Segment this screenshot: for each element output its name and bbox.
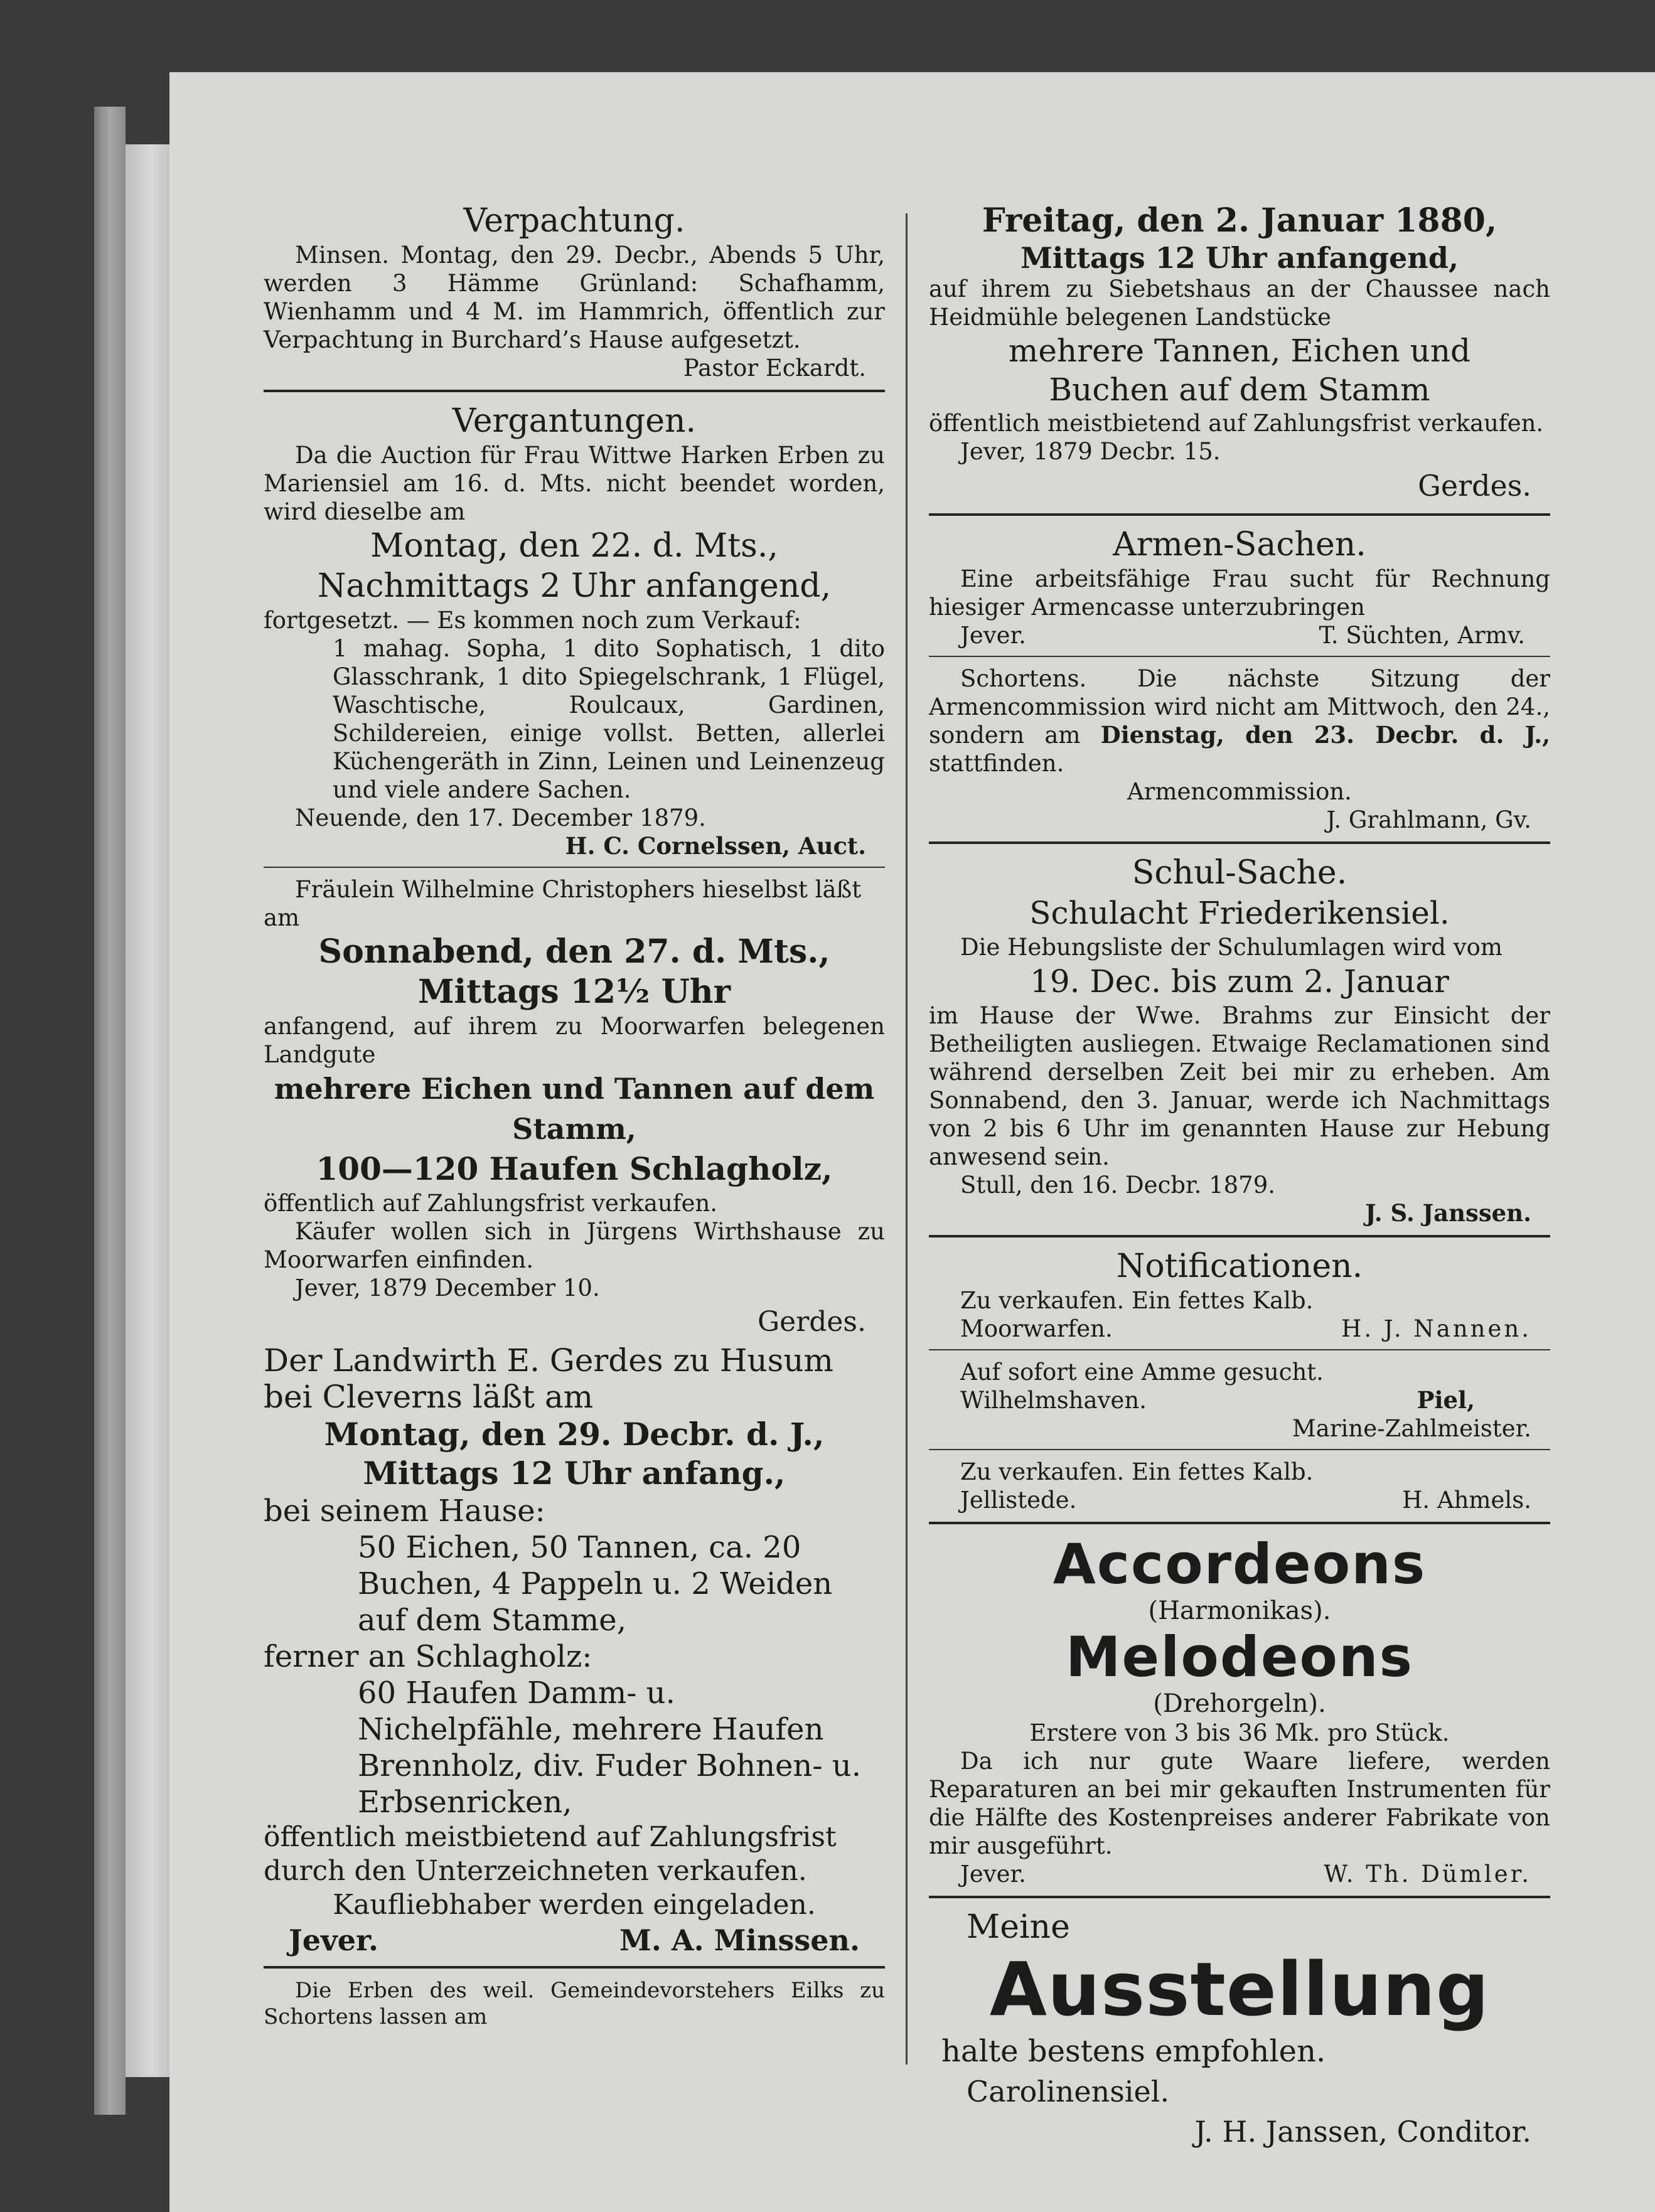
gerdes-husum-items2: 60 Haufen Damm- u. Nichelpfähle, mehrere Haufen Brennholz, div. Fuder Bohnen- u. Erbsenricken, xyxy=(358,1675,861,1820)
siebetshaus-date: Freitag, den 2. Januar 1880, xyxy=(982,201,1497,240)
armen-place1: Jever. xyxy=(960,622,1026,649)
siebetshaus-notice xyxy=(929,201,1550,516)
accordeons-title: Accordeons xyxy=(1052,1532,1427,1596)
notif-heading: Notificationen. xyxy=(1116,1248,1363,1285)
siebetshaus-lead: auf ihrem zu Siebetshaus an der Chaussee nach Heidmühle belegenen Landstücke xyxy=(929,275,1550,331)
melodeons-title: Melodeons xyxy=(1065,1625,1414,1689)
vergantungen-signature: H. C. Cornelssen, Auct. xyxy=(565,832,866,860)
page-edges xyxy=(126,144,169,2077)
left-column xyxy=(264,201,885,2065)
accordeons-footer xyxy=(929,1860,1550,1888)
verpachtung-body: Minsen. Montag, den 29. Decbr., Abends 5 Uhr, werden 3 Hämme Grünland: Schafhamm, Wienhamm und 4 M. im Hammrich, öffentlich zur Verpachtung in Burchard’s Hause aufgesetzt. xyxy=(264,242,885,353)
christophers-place-date: Jever, 1879 December 10. xyxy=(295,1274,600,1301)
armen-heading: Armen-Sachen. xyxy=(1113,526,1366,564)
gerdes-husum-lead: bei seinem Hause: xyxy=(264,1493,545,1529)
gerdes-husum-buyers: Kaufliebhaber werden eingeladen. xyxy=(333,1889,816,1921)
notif1-footer xyxy=(929,1315,1550,1343)
notif3-sign: H. Ahmels. xyxy=(1402,1487,1531,1514)
notif3-place: Jellistede. xyxy=(960,1487,1077,1514)
schul-body: im Hause der Wwe. Brahms zur Einsicht der Betheiligten ausliegen. Etwaige Reclamationen sind während derselben Zeit bei mir zu erheben. Am Sonnabend, den 3. Januar, werde ich Nachmittags von 2 bis 6 Uhr im genannten Hause zur Hebung anwesend sein. xyxy=(929,1002,1550,1170)
armen-text1: Eine arbeitsfähige Frau sucht für Rechnung hiesiger Armencasse unterzubringen xyxy=(929,565,1550,621)
gerdes-husum-place: Jever. xyxy=(289,1923,379,1957)
schul-intro: Die Hebungsliste der Schulumlagen wird vom xyxy=(960,934,1502,961)
notif1-place: Moorwarfen. xyxy=(960,1315,1113,1342)
notificationen-notice xyxy=(929,1246,1550,1524)
section-rule xyxy=(929,1896,1550,1898)
siebetshaus-terms: öffentlich meistbietend auf Zahlungsfrist verkaufen. xyxy=(929,410,1544,437)
christophers-terms: öffentlich auf Zahlungsfrist verkaufen. xyxy=(264,1190,718,1217)
armen-text2-b: Dienstag, den 23. Decbr. d. J., xyxy=(1100,721,1550,749)
accordeons-ad xyxy=(929,1533,1550,1898)
gerdes-husum-items1: 50 Eichen, 50 Tannen, ca. 20 Buchen, 4 Pappeln u. 2 Weiden auf dem Stamme, xyxy=(358,1530,833,1638)
armen-sign2: J. Grahlmann, Gv. xyxy=(1326,806,1531,833)
verpachtung-signature: Pastor Eckardt. xyxy=(683,355,866,382)
gerdes-husum-footer xyxy=(264,1922,885,1958)
armen-org: Armencommission. xyxy=(1127,778,1352,805)
armen-text2 xyxy=(929,665,1550,777)
section-rule xyxy=(929,1522,1550,1524)
melodeons-sub: (Drehorgeln). xyxy=(1153,1689,1326,1718)
christophers-lead: anfangend, auf ihrem zu Moorwarfen belegenen Landgute xyxy=(264,1013,885,1068)
gerdes-husum-lead2: ferner an Schlagholz: xyxy=(264,1639,592,1674)
section-rule xyxy=(929,656,1550,657)
vergantungen-items: 1 mahag. Sopha, 1 dito Sophatisch, 1 dito Glasschrank, 1 dito Spiegelschrank, 1 Flügel, Waschtische, Roulcaux, Gardinen, Schildereien, einige vollst. Betten, allerlei Küchengeräth in Zinn, Leinen und Leinenzeug und viele andere Sachen. xyxy=(333,635,885,803)
vergantungen-place-date: Neuende, den 17. December 1879. xyxy=(295,804,706,831)
section-rule xyxy=(264,390,885,392)
accordeons-price: Erstere von 3 bis 36 Mk. pro Stück. xyxy=(1029,1719,1450,1746)
schul-notice xyxy=(929,853,1550,1237)
gerdes-husum-signature: M. A. Minssen. xyxy=(619,1923,860,1957)
ausstellung-ad xyxy=(929,1907,1550,2152)
section-rule xyxy=(929,1235,1550,1237)
siebetshaus-signature: Gerdes. xyxy=(1418,469,1531,503)
christophers-item2: 100—120 Haufen Schlagholz, xyxy=(316,1150,833,1187)
vergantungen-notice xyxy=(264,401,885,868)
book-spine xyxy=(94,107,126,2115)
armen-notice xyxy=(929,525,1550,844)
schul-place-date: Stull, den 16. Decbr. 1879. xyxy=(960,1172,1276,1199)
ausstellung-meine: Meine xyxy=(967,1908,1070,1946)
christophers-signature: Gerdes. xyxy=(758,1306,866,1338)
column-divider xyxy=(906,213,908,2065)
notif2-text: Auf sofort eine Amme gesucht. xyxy=(960,1359,1324,1386)
christophers-item1: mehrere Eichen und Tannen auf dem Stamm, xyxy=(274,1072,875,1146)
notif2-footer xyxy=(929,1386,1550,1414)
accordeons-place: Jever. xyxy=(960,1861,1026,1888)
christophers-intro: Fräulein Wilhelmine Christophers hieselbst läßt xyxy=(295,876,862,903)
section-rule xyxy=(929,1449,1550,1450)
eilks-text: Die Erben des weil. Gemeindevorstehers Eilks zu Schortens lassen am xyxy=(264,1978,885,2029)
ausstellung-line: halte bestens empfohlen. xyxy=(941,2034,1326,2069)
vergantungen-time: Nachmittags 2 Uhr anfangend, xyxy=(317,567,832,605)
notif3-footer xyxy=(929,1486,1550,1514)
gerdes-husum-date: Montag, den 29. Decbr. d. J., Mittags 12 Uhr anfang., xyxy=(324,1416,825,1492)
vergantungen-intro: Da die Auction für Frau Wittwe Harken Erben zu Mariensiel am 16. d. Mts. nicht beendet worden, wird dieselbe am xyxy=(264,442,885,525)
armen-text2-c: stattfinden. xyxy=(929,750,1064,777)
accordeons-signature: W. Th. Dümler. xyxy=(1324,1861,1531,1888)
accordeons-body: Da ich nur gute Waare liefere, werden Reparaturen an bei mir gekauften Instrumenten für die Hälfte des Kostenpreises anderer Fabrikate von mir ausgeführt. xyxy=(929,1748,1550,1859)
armen-text2-a: Schortens. Die nächste Sitzung der Armencommission wird nicht am Mittwoch, den 24., sondern am xyxy=(929,665,1550,749)
right-column xyxy=(929,201,1550,2149)
christophers-date: Sonnabend, den 27. d. Mts., xyxy=(318,932,830,971)
gerdes-husum-terms: öffentlich meistbietend auf Zahlungsfrist durch den Unterzeichneten verkaufen. xyxy=(264,1821,837,1887)
schul-period: 19. Dec. bis zum 2. Januar xyxy=(1030,963,1449,1000)
notif3-text: Zu verkaufen. Ein fettes Kalb. xyxy=(960,1458,1314,1485)
gerdes-husum-intro: Der Landwirth E. Gerdes zu Husum bei Cleverns läßt am xyxy=(264,1342,833,1415)
schul-heading: Schul-Sache. xyxy=(1132,854,1347,892)
section-rule xyxy=(929,842,1550,844)
notif1-text: Zu verkaufen. Ein fettes Kalb. xyxy=(960,1287,1314,1314)
armen-sign1: T. Süchten, Armv. xyxy=(1319,622,1525,649)
ausstellung-place: Carolinensiel. xyxy=(967,2075,1170,2108)
section-rule xyxy=(264,867,885,868)
notif2-name: Piel, xyxy=(1417,1386,1475,1414)
section-rule xyxy=(264,1966,885,1969)
vergantungen-date: Montag, den 22. d. Mts., xyxy=(370,527,778,565)
gerdes-husum-notice xyxy=(264,1342,885,1969)
notif2-title: Marine-Zahlmeister. xyxy=(1292,1415,1531,1442)
schul-signature: J. S. Janssen. xyxy=(1365,1199,1531,1227)
ausstellung-title: Ausstellung xyxy=(989,1946,1490,2033)
eilks-notice xyxy=(264,1977,885,2030)
section-rule xyxy=(929,513,1550,516)
notif2-place: Wilhelmshaven. xyxy=(960,1387,1147,1414)
vergantungen-heading: Vergantungen. xyxy=(452,402,697,440)
christophers-buyers: Käufer wollen sich in Jürgens Wirthshause zu Moorwarfen einfinden. xyxy=(264,1218,885,1273)
christophers-am: am xyxy=(264,904,300,931)
siebetshaus-item: mehrere Tannen, Eichen und Buchen auf dem Stamm xyxy=(1008,333,1471,408)
siebetshaus-place-date: Jever, 1879 Decbr. 15. xyxy=(960,438,1221,465)
christophers-notice xyxy=(264,875,885,1342)
accordeons-sub: (Harmonikas). xyxy=(1148,1596,1331,1625)
ausstellung-signature: J. H. Janssen, Conditor. xyxy=(1194,2115,1531,2149)
notif1-sign: H. J. Nannen. xyxy=(1341,1315,1531,1342)
section-rule xyxy=(929,1349,1550,1350)
vergantungen-items-lead: fortgesetzt. — Es kommen noch zum Verkauf: xyxy=(264,607,801,634)
armen-footer1 xyxy=(929,621,1550,649)
christophers-time: Mittags 12½ Uhr xyxy=(417,973,731,1011)
siebetshaus-time: Mittags 12 Uhr anfangend, xyxy=(1020,241,1459,275)
schul-subheading: Schulacht Friederikensiel. xyxy=(1029,895,1450,931)
verpachtung-heading: Verpachtung. xyxy=(463,202,685,240)
verpachtung-notice xyxy=(264,201,885,392)
